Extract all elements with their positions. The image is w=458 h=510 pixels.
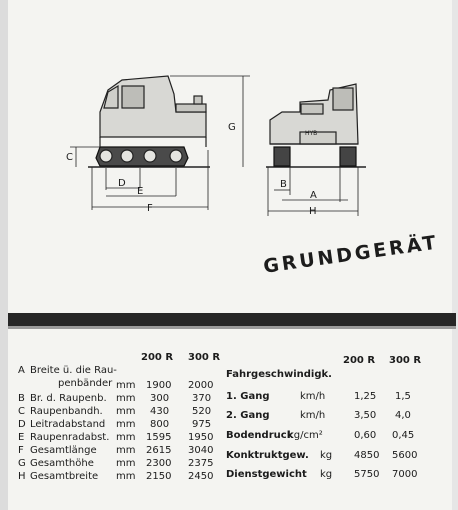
row-letter: H <box>18 471 26 482</box>
row-unit: mm <box>116 380 136 391</box>
row-label-cont: penbänder <box>58 378 113 389</box>
header-200r: 200 R <box>343 355 376 366</box>
header-300r: 300 R <box>188 352 221 363</box>
row-label: Br. d. Raupenb. <box>30 393 107 404</box>
row-letter: F <box>18 445 24 456</box>
row-val-300r: 2000 <box>188 380 214 391</box>
row-label: Breite ü. die Rau- <box>30 365 117 376</box>
row-letter: E <box>18 432 25 443</box>
row-label: 2. Gang <box>226 410 270 421</box>
row-letter: G <box>18 458 26 469</box>
label-h: H <box>309 206 317 217</box>
row-val-200r: 3,50 <box>354 410 377 421</box>
row-unit: km/h <box>300 410 326 421</box>
row-val-200r: 800 <box>150 419 170 430</box>
row-val-300r: 5600 <box>392 450 418 461</box>
front-view-excavator <box>270 84 358 166</box>
row-unit: kg <box>320 450 333 461</box>
row-label: Leitradabstand <box>30 419 106 430</box>
row-unit: kg/cm² <box>288 430 323 441</box>
machine-brand-mark: HYB <box>305 130 318 137</box>
row-val-200r: 430 <box>150 406 170 417</box>
label-e: E <box>137 186 144 197</box>
row-unit: mm <box>116 445 136 456</box>
row-unit: mm <box>116 458 136 469</box>
row-label: Raupenradabst. <box>30 432 110 443</box>
row-val-200r: 300 <box>150 393 170 404</box>
section-divider-bar <box>8 313 456 326</box>
row-unit: mm <box>116 432 136 443</box>
row-label: Dienstgewicht <box>226 469 307 480</box>
label-a: A <box>310 190 317 201</box>
label-b: B <box>280 179 287 190</box>
header-200r: 200 R <box>141 352 174 363</box>
row-val-300r: 7000 <box>392 469 418 480</box>
label-c: C <box>66 152 73 163</box>
side-view-excavator <box>96 76 206 166</box>
row-label: 1. Gang <box>226 391 270 402</box>
speed-heading: Fahrgeschwindigk. <box>226 369 332 380</box>
label-f: F <box>147 203 153 214</box>
row-label: Gesamthöhe <box>30 458 94 469</box>
row-unit: kg <box>320 469 333 480</box>
row-letter: B <box>18 393 25 404</box>
excavator-dimension-drawings <box>0 0 458 240</box>
row-val-200r: 1900 <box>146 380 172 391</box>
row-val-300r: 2450 <box>188 471 214 482</box>
row-label: Raupenbandh. <box>30 406 103 417</box>
row-letter: A <box>18 365 25 376</box>
row-val-200r: 1,25 <box>354 391 377 402</box>
section-divider-shade <box>8 326 456 329</box>
row-unit: mm <box>116 393 136 404</box>
row-val-200r: 2615 <box>146 445 172 456</box>
row-label: Gesamtlänge <box>30 445 97 456</box>
row-unit: mm <box>116 471 136 482</box>
row-val-200r: 0,60 <box>354 430 377 441</box>
header-300r: 300 R <box>389 355 422 366</box>
row-val-300r: 4,0 <box>395 410 411 421</box>
page-title: GRUNDGERÄT <box>262 231 441 278</box>
row-val-200r: 1595 <box>146 432 172 443</box>
row-label: Konktruktgew. <box>226 450 309 461</box>
row-val-200r: 4850 <box>354 450 380 461</box>
row-val-300r: 370 <box>192 393 212 404</box>
row-val-200r: 2150 <box>146 471 172 482</box>
row-letter: D <box>18 419 26 430</box>
row-unit: mm <box>116 406 136 417</box>
row-unit: mm <box>116 419 136 430</box>
label-d: D <box>118 178 126 189</box>
row-val-200r: 5750 <box>354 469 380 480</box>
row-unit: km/h <box>300 391 326 402</box>
row-val-300r: 1,5 <box>395 391 411 402</box>
row-val-300r: 3040 <box>188 445 214 456</box>
row-val-300r: 1950 <box>188 432 214 443</box>
row-val-300r: 975 <box>192 419 212 430</box>
row-val-200r: 2300 <box>146 458 172 469</box>
row-letter: C <box>18 406 25 417</box>
label-g: G <box>228 122 236 133</box>
row-val-300r: 2375 <box>188 458 214 469</box>
row-label: Gesamtbreite <box>30 471 99 482</box>
row-val-300r: 0,45 <box>392 430 415 441</box>
row-val-300r: 520 <box>192 406 212 417</box>
row-label: Bodendruck <box>226 430 294 441</box>
